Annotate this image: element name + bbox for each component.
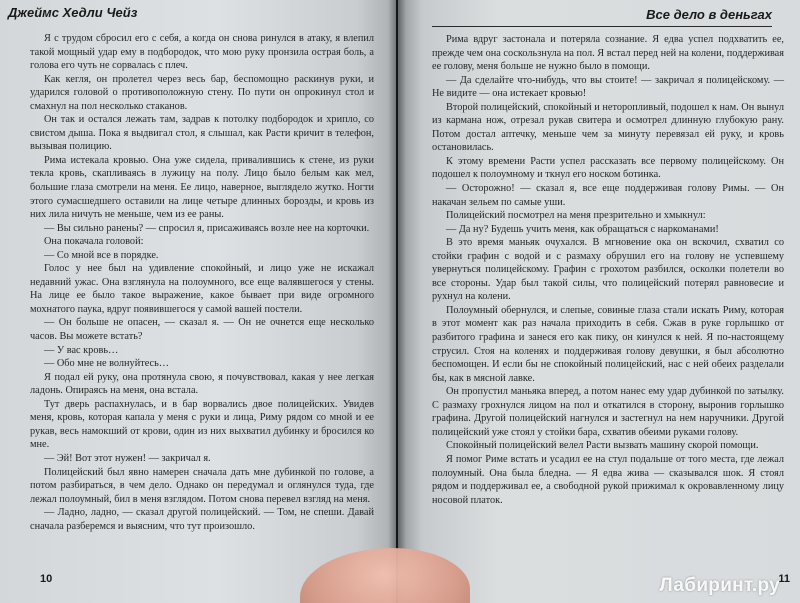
paragraph: — Вы сильно ранены? — спросил я, присаживаясь возле нее на корточки. [44,222,370,234]
right-page-text [432,33,784,507]
paragraph: Я с трудом сбросил его с себя, а когда он снова ринулся в атаку, я влепил такой мощный удар ему в подбородок, что мою руку пронзила острая боль, а голова его чуть не сорвалась с плеч. [30,33,374,72]
paragraph: Полицейский посмотрел на меня презрительно и хмыкнул: [446,210,706,222]
paragraph: Она покачала головой: [44,236,144,248]
paragraph: — Эй! Вот этот нужен! — закричал я. [44,452,211,464]
left-running-header: Джеймс Хедли Чейз [8,5,138,20]
paragraph: — Он больше не опасен, — сказал я. — Он не очнется еще несколько часов. Вы можете встать? [30,317,374,343]
paragraph: — Обо мне не волнуйтесь… [44,358,170,370]
right-running-header: Все дело в деньгах [432,4,772,27]
paragraph: Он пропустил маньяка вперед, а потом нанес ему удар дубинкой по затылку. С размаху грохнулся лицом на пол и откатился в сторону, выронив горлышко графина. Другой полицейский нагнулся и застегнул на нем наручники. Другой полицейский уже стоял у стойки бара, схватив обеими руками голову. [432,386,784,438]
paragraph: Голос у нее был на удивление спокойный, и лицо уже не искажал недавний ужас. Она взглянула на полоумного, все еще валявшегося у стены. На лице ее было такое выражение, какое бывает при виде огромного мохнатого паука, вдруг появившегося у самой вашей постели. [30,263,374,315]
paragraph: В это время маньяк очухался. В мгновение ока он вскочил, схватил со стойки графин с водой и с размаху обрушил его на голову не успевшему увернуться полицейскому. Графин с грохотом разбился, осколки полетели во все стороны. Удар был такой силы, что полицейский потерял равновесие и рухнул на колени. [432,237,784,303]
watermark-logo: Лабиринт.ру [659,575,780,596]
paragraph: Полоумный обернулся, и слепые, совиные глаза стали искать Риму, которая в этот момент как раз начала приходить в себя. Сжав в руке горлышко от разбитого графина и занеся его как пику, он кинулся к ней. Я по-настоящему струсил. Стоя на коленях и поддерживая голову девушки, я был абсолютно беспомощен. И если бы не спокойный полицейский, нас с ней обеих разделали бы, как в мясной лавке. [432,304,784,384]
paragraph: Я подал ей руку, она протянула свою, я почувствовал, какая у нее легкая ладонь. Опираясь на меня, она встала. [30,371,374,397]
paragraph: Второй полицейский, спокойный и неторопливый, подошел к нам. Он вынул из кармана нож, отрезал рукав свитера и осмотрел длинную глубокую рану. Потом достал аптечку, меньше чем за минуту перевязал ей руку, и кровь остановилась. [432,101,784,154]
paragraph: Тут дверь распахнулась, и в бар ворвались двое полицейских. Увидев меня, кровь, которая капала у меня с руки и лица, Риму рядом со мной и ее рукав, весь намокший от крови, один из них выхватил дубинку и бросился ко мне. [30,398,374,451]
paragraph: Он так и остался лежать там, задрав к потолку подбородок и хрипло, со свистом дыша. Пока я выдвигал стол, я слышал, как Расти кричит в телефон, вызывая полицию. [30,114,374,153]
paragraph: Как кегля, он пролетел через весь бар, беспомощно раскинув руки, и ударился головой о противоположную стену. По пути он опрокинул стол и смахнул на пол несколько стаканов. [30,73,374,112]
paragraph: — Со мной все в порядке. [44,249,159,261]
paragraph: — Осторожно! — сказал я, все еще поддерживая голову Римы. — Он накачан зельем по самые уши. [432,183,784,208]
paragraph: Я помог Риме встать и усадил ее на стул подальше от того места, где лежал полоумный. Она была бледна. — Я едва жива — сказывался шок. Я стоял рядом и поддерживал ее, а свободной рукой прижимал к окровавленному лицу носовой платок. [432,453,784,506]
left-page-text [30,32,374,533]
paragraph: Рима вдруг застонала и потеряла сознание. Я едва успел подхватить ее, прежде чем она соскользнула на пол. Я встал перед ней на колени, поддерживая ее голову, меня больше не нужно было в помощи. [432,34,784,73]
paragraph: — Да сделайте что-нибудь, что вы стоите! — закричал я полицейскому. — Не видите — она истекает кровью! [432,74,784,100]
paragraph: Спокойный полицейский велел Расти вызвать машину скорой помощи. [446,440,759,452]
right-page [398,0,800,603]
left-page-number: 10 [40,573,53,585]
paragraph: — Ладно, ладно, — сказал другой полицейский. — Том, не спеши. Давай сначала разберемся и выясним, что тут произошло. [30,507,374,532]
paragraph: К этому времени Расти успел рассказать все первому полицейскому. Он подошел к полоумному и ткнул его носком ботинка. [432,155,784,181]
paragraph: Рима истекала кровью. Она уже сидела, привалившись к стене, из руки текла кровь, скапливаясь в лужицу на полу. Лицо было белым как мел, большие глаза смотрели на меня. Ее лицо, наверное, выглядело жутко. Ногти этого сумасшедшего оставили на лице четыре длинных борозды, и кровь из них лила ничуть не меньше, чем из ее раны. [30,154,374,221]
paragraph: — У вас кровь… [44,344,119,356]
paragraph: — Да ну? Будешь учить меня, как обращаться с наркоманами! [446,223,719,235]
paragraph: Полицейский был явно намерен сначала дать мне дубинкой по голове, а потом разбираться, в чем дело. Однако он передумал и оглянулся туда, где лежал полоумный, бил в меня взглядом. Потом снова перевел взгляд на меня. [30,466,374,505]
left-page [0,0,396,603]
right-page-number: 11 [778,573,790,585]
